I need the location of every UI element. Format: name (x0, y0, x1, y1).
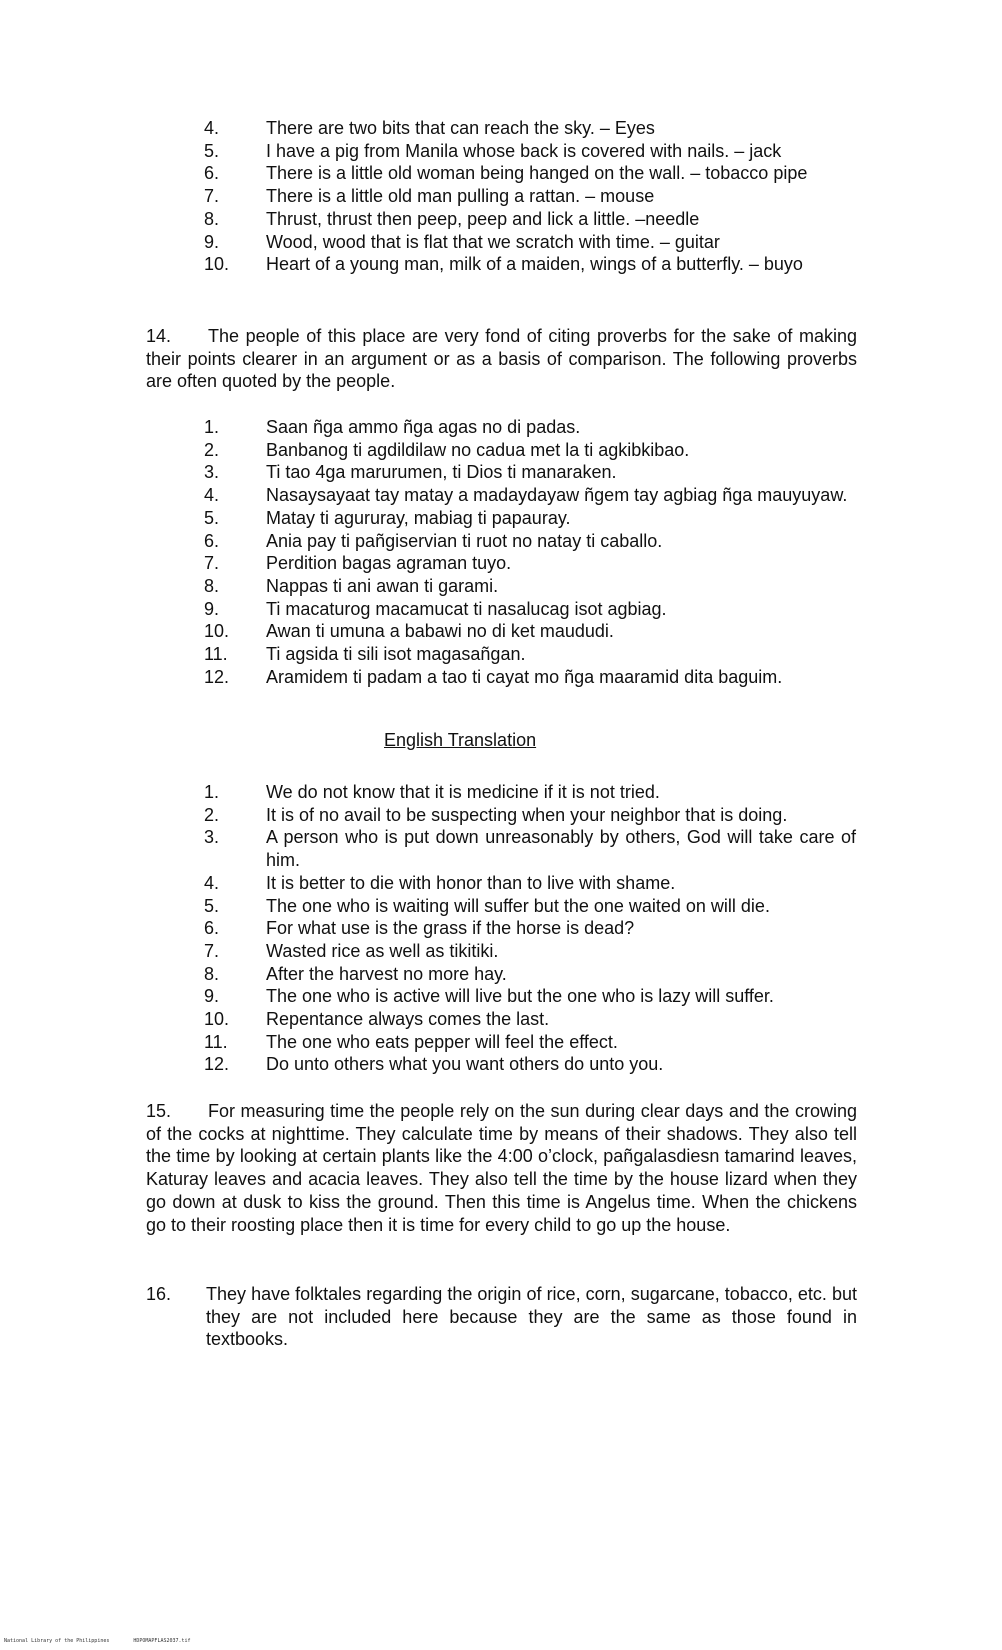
proverb-item-number: 6. (204, 530, 220, 551)
translation-item-number: 6. (204, 918, 220, 939)
scan-footer (4, 1638, 191, 1644)
translation-item-text: After the harvest no more hay. (266, 963, 507, 984)
footer-library: National Library of the Philippines (4, 1638, 110, 1644)
translation-item-text: Do unto others what you want others do unto you. (266, 1054, 664, 1075)
translation-item-number: 4. (204, 872, 220, 893)
translation-item (204, 985, 856, 1008)
translation-item-number: 1. (204, 782, 220, 802)
proverb-item-text: Ti agsida ti sili isot magasañgan. (266, 644, 526, 665)
translation-item (204, 826, 856, 871)
proverb-item (204, 620, 856, 643)
proverb-list (204, 416, 856, 688)
proverb-item (204, 598, 856, 621)
proverb-item-text: Ti macaturog macamucat ti nasalucag isot agbiag. (266, 598, 667, 619)
section-16-number: 16. (146, 1284, 172, 1304)
proverb-item-text: Aramidem ti padam a tao ti cayat mo ñga maaramid dita baguim. (266, 666, 783, 687)
proverb-item (204, 666, 856, 689)
riddle-item-number: 7. (204, 186, 220, 207)
translation-item-text: A person who is put down unreasonably by others, God will take care of him. (266, 827, 856, 871)
proverb-item-text: Awan ti umuna a babawi no di ket maududi. (266, 621, 614, 642)
riddle-item-number: 9. (204, 231, 220, 252)
proverb-item-text: Banbanog ti agdildilaw no cadua met la ti agkibkibao. (266, 439, 690, 460)
proverb-item-text: Perdition bagas agraman tuyo. (266, 553, 512, 574)
riddle-item-number: 10. (204, 254, 230, 275)
section-14-number: 14. (146, 326, 172, 346)
translation-item-number: 5. (204, 895, 220, 916)
proverb-item-text: Ti tao 4ga marurumen, ti Dios ti manaraken. (266, 462, 617, 483)
riddle-item-text: There is a little old man pulling a rattan. – mouse (266, 186, 655, 207)
translation-item-number: 2. (204, 804, 220, 825)
translation-item-number: 12. (204, 1054, 230, 1075)
translation-list (204, 781, 856, 1076)
translation-item-text: It is better to die with honor than to live with shame. (266, 872, 676, 893)
translation-item (204, 781, 856, 804)
proverb-item (204, 507, 856, 530)
proverb-item-number: 11. (204, 644, 228, 665)
section-15-number: 15. (146, 1101, 172, 1121)
riddle-item (204, 208, 856, 231)
riddle-item-text: There is a little old woman being hanged on the wall. – tobacco pipe (266, 163, 808, 184)
translation-item-number: 3. (204, 827, 220, 848)
proverb-item-text: Saan ñga ammo ñga agas no di padas. (266, 417, 581, 437)
proverb-item-number: 12. (204, 666, 230, 687)
riddle-item-number: 8. (204, 208, 220, 229)
translation-item (204, 895, 856, 918)
translation-item (204, 1008, 856, 1031)
translation-item (204, 917, 856, 940)
proverb-item (204, 439, 856, 462)
riddle-item-text: There are two bits that can reach the sky. – Eyes (266, 118, 655, 138)
riddle-item-text: Thrust, thrust then peep, peep and lick a little. –needle (266, 208, 700, 229)
translation-item-text: We do not know that it is medicine if it is not tried. (266, 782, 660, 802)
translation-item-number: 11. (204, 1031, 228, 1052)
translation-item (204, 1053, 856, 1076)
riddle-item-number: 5. (204, 140, 220, 161)
proverb-item-number: 2. (204, 439, 220, 460)
translation-item-number: 8. (204, 963, 220, 984)
section-16-text: They have folktales regarding the origin of rice, corn, sugarcane, tobacco, etc. but they are not included here because they are the same as those found in textbooks. (206, 1284, 857, 1350)
proverb-item-number: 4. (204, 485, 220, 506)
riddle-item (204, 117, 856, 140)
proverb-item-text: Nasaysayaat tay matay a madaydayaw ñgem tay agbiag ñga mauyuyaw. (266, 485, 848, 506)
translation-item-text: The one who eats pepper will feel the effect. (266, 1031, 618, 1052)
section-15-text: For measuring time the people rely on the sun during clear days and the crowing of the cocks at nighttime. They calculate time by means of their shadows. They also tell the time by looking at certain plants like the 4:00 o’clock, pañgalasdiesn tamarind leaves, Katuray leaves and acacia leaves. They also tell the time by the house lizard when they go down at dusk to kiss the ground. Then this time is Angelus time. When the chickens go to their roosting place then it is time for every child to go up the house. (146, 1101, 857, 1235)
translation-item (204, 1031, 856, 1054)
proverb-item-text: Ania pay ti pañgiservian ti ruot no natay ti caballo. (266, 530, 663, 551)
translation-item (204, 804, 856, 827)
translation-heading: English Translation (384, 730, 537, 750)
section-15-paragraph (146, 1100, 857, 1236)
translation-item (204, 940, 856, 963)
riddle-item (204, 253, 856, 276)
proverb-item-number: 5. (204, 507, 220, 528)
proverb-item (204, 643, 856, 666)
translation-item-number: 9. (204, 986, 220, 1007)
riddle-list (204, 117, 856, 276)
proverb-item (204, 530, 856, 553)
riddle-item-number: 4. (204, 118, 220, 138)
section-14-text: The people of this place are very fond of citing proverbs for the sake of making their points clearer in an argument or as a basis of comparison. The following proverbs are often quoted by the people. (146, 326, 857, 392)
proverb-item-number: 3. (204, 462, 220, 483)
riddle-item-number: 6. (204, 163, 220, 184)
proverb-item-text: Matay ti agururay, mabiag ti papauray. (266, 507, 571, 528)
proverb-item-number: 8. (204, 575, 220, 596)
riddle-item (204, 185, 856, 208)
translation-item-number: 10. (204, 1009, 230, 1030)
translation-item-text: The one who is waiting will suffer but the one waited on will die. (266, 895, 770, 916)
riddle-item-text: I have a pig from Manila whose back is covered with nails. – jack (266, 140, 782, 161)
riddle-item (204, 231, 856, 254)
riddle-item (204, 162, 856, 185)
translation-item-number: 7. (204, 940, 220, 961)
translation-item-text: It is of no avail to be suspecting when your neighbor that is doing. (266, 804, 788, 825)
footer-file-code: HDPOMAPFLAS2037.tif (133, 1638, 191, 1644)
translation-item (204, 963, 856, 986)
riddle-item-text: Wood, wood that is flat that we scratch with time. – guitar (266, 231, 720, 252)
proverb-item-number: 9. (204, 598, 220, 619)
proverb-item (204, 484, 856, 507)
proverb-item (204, 461, 856, 484)
riddle-item-text: Heart of a young man, milk of a maiden, wings of a butterfly. – buyo (266, 254, 803, 275)
translation-item-text: Wasted rice as well as tikitiki. (266, 940, 499, 961)
translation-item-text: The one who is active will live but the one who is lazy will suffer. (266, 986, 774, 1007)
proverb-item-text: Nappas ti ani awan ti garami. (266, 575, 499, 596)
proverb-item (204, 416, 856, 439)
proverb-item-number: 1. (204, 417, 220, 437)
translation-item (204, 872, 856, 895)
proverb-item (204, 552, 856, 575)
section-16-paragraph (146, 1283, 857, 1351)
proverb-item (204, 575, 856, 598)
translation-item-text: Repentance always comes the last. (266, 1009, 550, 1030)
section-14-paragraph (146, 325, 857, 393)
riddle-item (204, 140, 856, 163)
translation-item-text: For what use is the grass if the horse is dead? (266, 918, 635, 939)
proverb-item-number: 10. (204, 621, 230, 642)
proverb-item-number: 7. (204, 553, 220, 574)
